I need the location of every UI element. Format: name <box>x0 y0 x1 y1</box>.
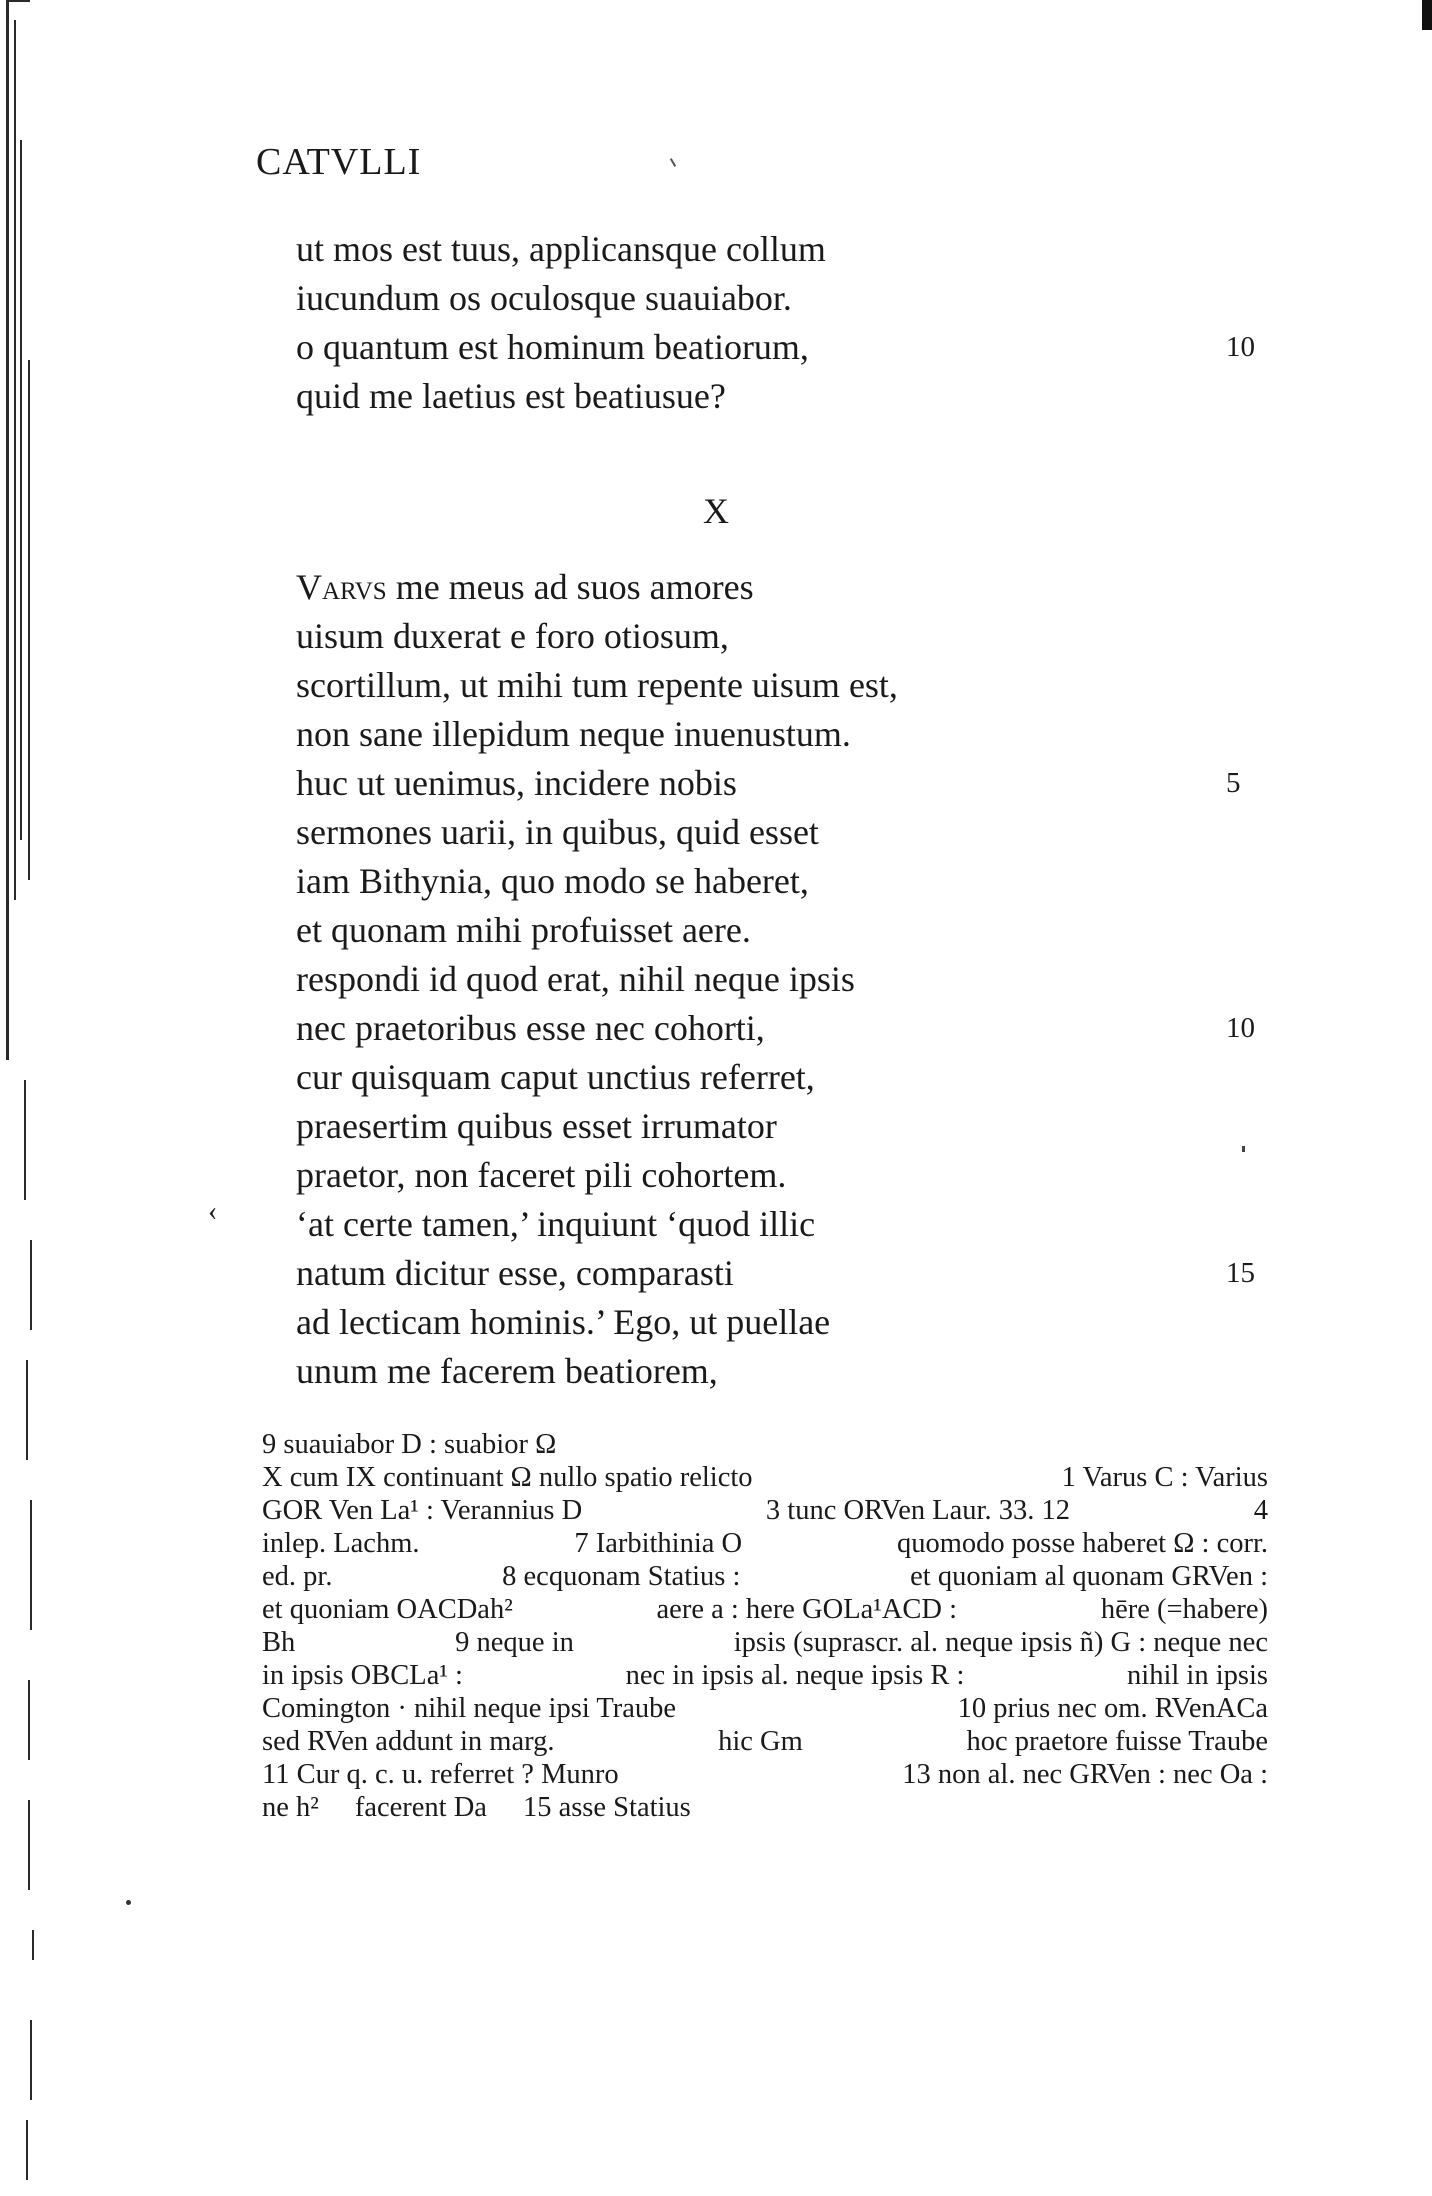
apparatus-entry: nihil in ipsis <box>1127 1660 1268 1691</box>
apparatus-entry: ipsis (suprascr. al. neque ipsis ñ) G : neque nec <box>733 1627 1268 1658</box>
apparatus-entry: hic Gm <box>718 1726 803 1757</box>
apparatus-entry: 8 ecquonam Statius : <box>502 1561 741 1592</box>
verse-line: uisum duxerat e foro otiosum, <box>296 616 729 656</box>
apparatus-line <box>262 1494 1268 1527</box>
line-number: 15 <box>1226 1257 1255 1289</box>
apparatus-entry: 11 Cur q. c. u. referret ? Munro <box>262 1759 619 1790</box>
apparatus-entry: 1 Varus C : Varius <box>1061 1462 1268 1493</box>
verse-line: praetor, non faceret pili cohortem. <box>296 1155 787 1195</box>
apparatus-line <box>262 1725 1268 1758</box>
apparatus-entry: 13 non al. nec GRVen : nec Oa : <box>902 1759 1268 1790</box>
apparatus-entry: 4 <box>1253 1495 1268 1526</box>
verse-line: et quonam mihi profuisset aere. <box>296 910 751 950</box>
apparatus-entry: et quoniam OACDah² <box>262 1594 513 1625</box>
apparatus-entry: quomodo posse haberet Ω : corr. <box>896 1528 1268 1559</box>
apparatus-line <box>262 1461 1268 1494</box>
apparatus-entry: nec in ipsis al. neque ipsis R : <box>625 1660 965 1691</box>
first-word-small-caps: Varvs <box>296 567 387 607</box>
apparatus-line <box>262 1428 1268 1461</box>
verse-line: cur quisquam caput unctius referret, <box>296 1057 815 1097</box>
scan-gutter <box>0 0 50 2196</box>
verse-line: respondi id quod erat, nihil neque ipsis <box>296 959 855 999</box>
apparatus-entry: 3 tunc ORVen Laur. 33. 12 <box>765 1495 1070 1526</box>
apparatus-entry: et quoniam al quonam GRVen : <box>910 1561 1268 1592</box>
apparatus-entry: inlep. Lachm. <box>262 1528 420 1559</box>
apparatus-entry: 7 Iarbithinia O <box>574 1528 743 1559</box>
stray-mark <box>126 1900 131 1905</box>
apparatus-entry: hēre (=habere) <box>1100 1594 1268 1625</box>
verse-line: praesertim quibus esset irrumator <box>296 1106 777 1146</box>
apparatus-entry: ne h² <box>262 1792 319 1823</box>
verse-line: iam Bithynia, quo modo se haberet, <box>296 861 809 901</box>
verse-line: scortillum, ut mihi tum repente uisum est, <box>296 665 898 705</box>
apparatus-entry: Comington · nihil neque ipsi Traube <box>262 1693 677 1724</box>
apparatus-entry: hoc praetore fuisse Traube <box>966 1726 1268 1757</box>
verse-line: iucundum os oculosque suauiabor. <box>296 278 792 318</box>
apparatus-line <box>262 1560 1268 1593</box>
verse-block-x <box>296 563 1276 1396</box>
verse-line: o quantum est hominum beatiorum, 10 <box>296 323 1276 372</box>
scan-corner-mark <box>1422 0 1432 30</box>
apparatus-line <box>262 1791 1268 1824</box>
critical-apparatus <box>262 1428 1268 1824</box>
stray-mark <box>670 158 676 167</box>
line-number: 10 <box>1226 331 1255 363</box>
apparatus-line <box>262 1758 1268 1791</box>
apparatus-entry: facerent Da <box>354 1792 487 1823</box>
apparatus-entry: 10 prius nec om. RVenACa <box>957 1693 1268 1724</box>
verse-line: unum me facerem beatiorem, <box>296 1351 718 1391</box>
apparatus-entry: sed RVen addunt in marg. <box>262 1726 555 1757</box>
apparatus-line <box>262 1626 1268 1659</box>
verse-line: ad lecticam hominis.’ Ego, ut puellae <box>296 1302 831 1342</box>
apparatus-entry: in ipsis OBCLa¹ : <box>262 1660 463 1691</box>
apparatus-entry: 9 neque in <box>455 1627 574 1658</box>
line-number: 5 <box>1226 767 1241 799</box>
poem-heading: X <box>703 491 729 531</box>
line-number: 10 <box>1226 1012 1255 1044</box>
apparatus-line <box>262 1527 1268 1560</box>
apparatus-line <box>262 1692 1268 1725</box>
verse-block-ix <box>296 225 1276 421</box>
verse-line: quid me laetius est beatiusue? <box>296 376 726 416</box>
verse-line: natum dicitur esse, comparasti 15 <box>296 1249 1276 1298</box>
verse-line: ‘at certe tamen,’ inquiunt ‘quod illic <box>296 1204 816 1244</box>
apparatus-entry: Bh <box>262 1627 296 1658</box>
apparatus-entry: ed. pr. <box>262 1561 333 1592</box>
running-head: CATVLLI <box>256 141 422 183</box>
verse-line: huc ut uenimus, incidere nobis 5 <box>296 759 1276 808</box>
apparatus-entry: aere a : here GOLa¹ACD : <box>656 1594 958 1625</box>
stray-mark <box>1242 1146 1245 1152</box>
apparatus-entry: 15 asse Statius <box>522 1792 691 1823</box>
margin-mark: ‹ <box>208 1196 218 1227</box>
apparatus-line <box>262 1593 1268 1626</box>
apparatus-line <box>262 1659 1268 1692</box>
verse-line: Varvs me meus ad suos amores <box>296 567 754 607</box>
apparatus-entry: GOR Ven La¹ : Verannius D <box>262 1495 583 1526</box>
verse-line: sermones uarii, in quibus, quid esset <box>296 812 819 852</box>
apparatus-entry: 9 suauiabor D : suabior Ω <box>262 1429 557 1460</box>
apparatus-entry: X cum IX continuant Ω nullo spatio relicto <box>262 1462 753 1493</box>
verse-line: non sane illepidum neque inuenustum. <box>296 714 851 754</box>
verse-line: nec praetoribus esse nec cohorti, 10 <box>296 1004 1276 1053</box>
verse-line: ut mos est tuus, applicansque collum <box>296 229 826 269</box>
